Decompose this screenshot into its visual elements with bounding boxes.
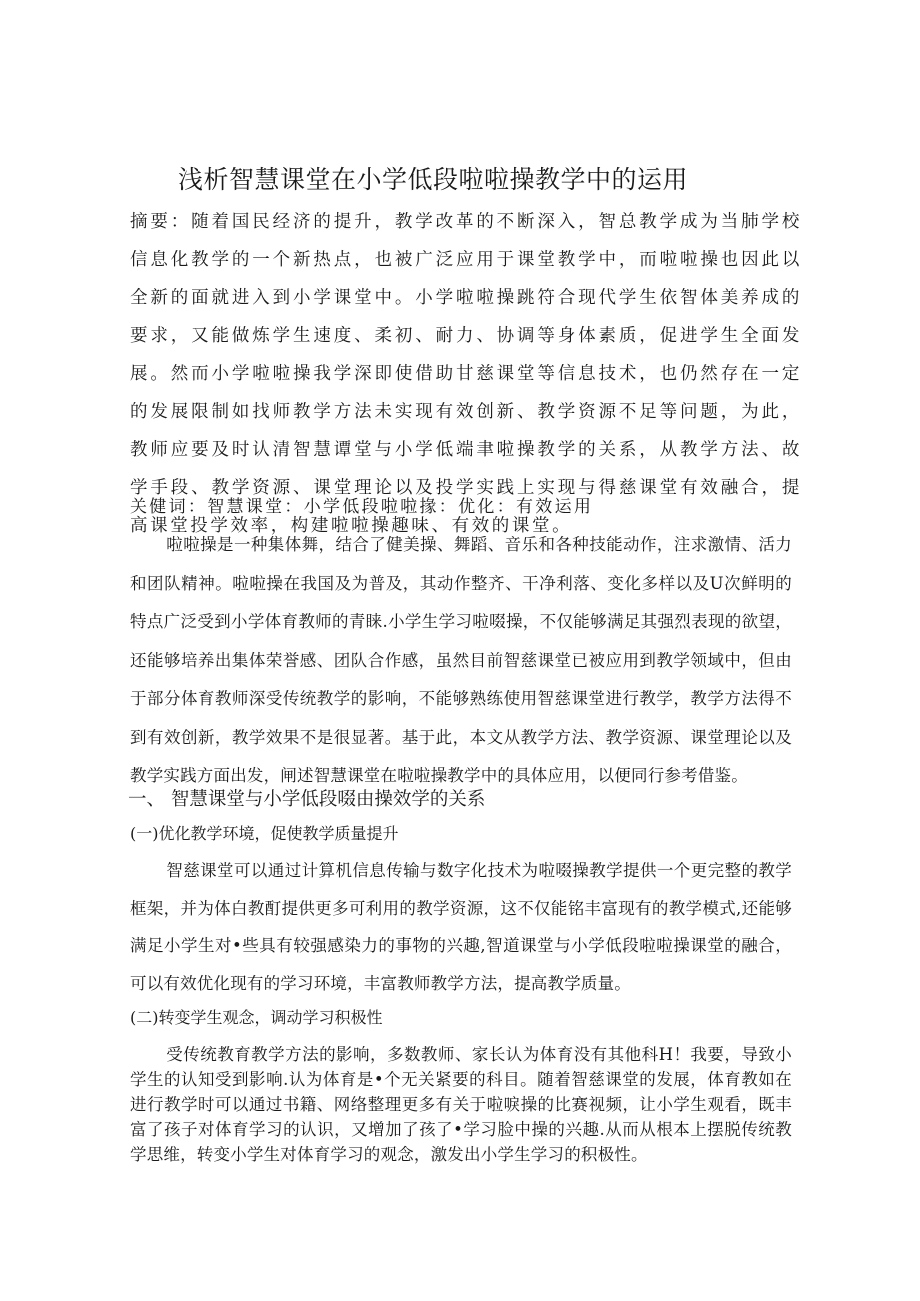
intro-paragraph: 啦啦操是一种集体舞，结合了健美操、舞蹈、音乐和各种技能动作，注求激情、活力和团队精神。啦啦操在我国及为普及，其动作整齐、干净利落、变化多样以及U次鲜明的特点广泛受到小学体育教师的青睐.小学生学习啦啜操，不仅能够满足其强烈表现的欲望，还能够培养出集体荣誉感、团队合作感，虽然目前智慈课堂已被应用到教学领域中，但由于部分体育教师深受传统教学的影响，不能够熟练使用智慈课堂进行教学，教学方法得不到有效创新，教学效果不是很显著。基于此，本文从教学方法、教学资源、课堂理论以及教学实践方面出发，闸述智慧课堂在啦啦操教学中的具体应用，以便同行参考借鉴。 bbox=[130, 535, 792, 785]
abstract-paragraph: 摘要：随着国民经济的提升，教学改革的不断深入，智总教学成为当肺学校信息化教学的一个新热点，也被广泛应用于课堂教学中，而啦啦操也因此以全新的面就进入到小学课堂中。小学啦啦操跳符合现代学生依智体美养成的要求，又能做炼学生速度、柔初、耐力、协调等身体素质，促进学生全面发展。然而小学啦啦操我学深即使借助甘慈课堂等信息技术，也仍然存在一定的发展限制如找师教学方法未实现有效创新、教学资源不足等问题，为此，教师应要及时认清智慧谭堂与小学低端聿啦操教学的关系，从教学方法、故学手段、教学资源、课堂理论以及投学实践上实现与得慈课堂有效融合，提高课堂投学效率，构建啦啦操趣味、有效的课堂。 bbox=[130, 212, 802, 536]
keywords-line: 关健词：智慧课堂：小学低段啦啦掾：优化：有效运用 bbox=[130, 497, 594, 517]
document-title: 浅析智慧课堂在小学低段啦啦操教学中的运用 bbox=[178, 165, 689, 194]
subsection-heading-2: (二)转变学生观念，调动学习积极性 bbox=[130, 1008, 383, 1027]
subsection-body-2: 受传统教育教学方法的影响，多数教师、家长认为体育没有其他科H！我要，导致小学生的认知受到影响.认为体育是•个无关紧要的科目。随着智慈课堂的发展，体育教如在进行教学时可以通过书籍、网络整理更多有关于啦唳操的比赛视频，让小学生观看，既丰富了孩子对体育学习的认识，又增加了孩了•学习脸中操的兴趣.从而从根本上摆脱传统教学思维，转变小学生对体育学习的观念，激发出小学生学习的积极性。 bbox=[130, 1045, 792, 1164]
subsection-heading-1: (一)优化教学环境，促使教学质量提升 bbox=[130, 824, 399, 843]
subsection-body-1: 智慈课堂可以通过计算机信息传输与数字化技术为啦啜操教学提供一个更完整的教学框架，并为体白教酊提供更多可利用的教学资源，这不仅能铭丰富现有的教学模式,还能够满足小学生对•些具有较强感染力的事物的兴趣,智道课堂与小学低段啦啦操课堂的融合，可以有效优化现有的学习环境，丰富教师教学方法，提高教学质量。 bbox=[130, 861, 792, 993]
section-heading: 一、 智慧课堂与小学低段啜由操效学的关系 bbox=[128, 789, 486, 810]
